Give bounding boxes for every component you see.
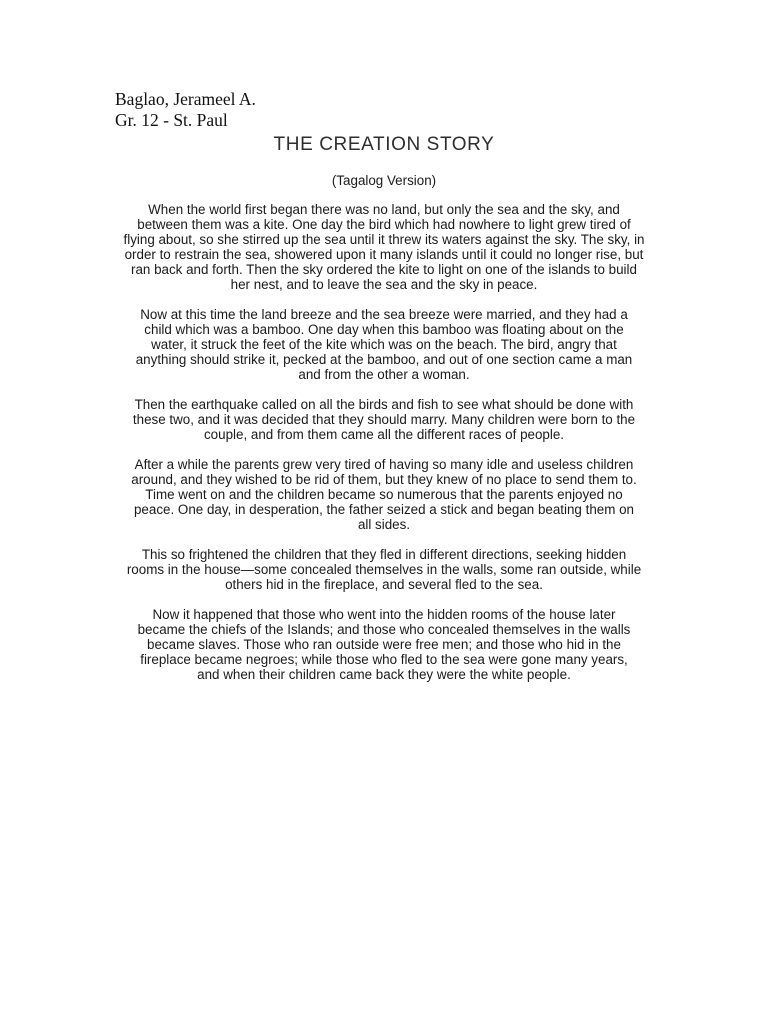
- document-title: THE CREATION STORY: [273, 134, 495, 155]
- paragraph-6: [0, 607, 768, 682]
- paragraph-line: When the world first began there was no land, but only the sea and the sky, and: [148, 202, 620, 217]
- paragraph-line: Now it happened that those who went into the hidden rooms of the house later: [152, 607, 616, 622]
- paragraph-line: and from the other a woman.: [298, 367, 470, 382]
- paragraph-line: her nest, and to leave the sea and the sky in peace.: [230, 277, 538, 292]
- paragraph-3: [0, 397, 768, 442]
- paragraph-line: between them was a kite. One day the bird which had nowhere to light grew tired of: [137, 217, 631, 232]
- paragraph-line: others hid in the fireplace, and several fled to the sea.: [225, 577, 543, 592]
- paragraph-line: peace. One day, in desperation, the father seized a stick and began beating them on: [133, 502, 634, 517]
- document-subtitle: (Tagalog Version): [331, 173, 437, 188]
- paragraph-line: water, it struck the feet of the kite which was on the beach. The bird, angry that: [151, 337, 617, 352]
- paragraph-1: [0, 202, 768, 292]
- paragraph-line: and when their children came back they were the white people.: [197, 667, 571, 682]
- paragraph-line: ran back and forth. Then the sky ordered the kite to light on one of the islands to build: [131, 262, 637, 277]
- paragraph-line: flying about, so she stirred up the sea until it threw its waters against the sky. The sky, in: [123, 232, 645, 247]
- paragraph-line: these two, and it was decided that they should marry. Many children were born to the: [132, 412, 636, 427]
- paragraph-line: child which was a bamboo. One day when this bamboo was floating about on the: [144, 322, 624, 337]
- paragraph-line: couple, and from them came all the different races of people.: [203, 427, 565, 442]
- paragraph-line: became slaves. Those who ran outside were free men; and those who hid in the: [147, 637, 621, 652]
- paragraph-line: around, and they wished to be rid of them, but they knew of no place to send them to.: [131, 472, 637, 487]
- paragraph-line: order to restrain the sea, showered upon it many islands until it could no longer rise, but: [124, 247, 644, 262]
- author-header: [115, 89, 256, 131]
- paragraph-line: all sides.: [357, 517, 411, 532]
- author-section: Gr. 12 - St. Paul: [115, 110, 228, 130]
- paragraph-line: anything should strike it, pecked at the bamboo, and out of one section came a man: [135, 352, 633, 367]
- author-name: Baglao, Jerameel A.: [115, 89, 256, 109]
- paragraph-line: fireplace became negroes; while those who fled to the sea were gone many years,: [140, 652, 628, 667]
- paragraph-line: became the chiefs of the Islands; and those who concealed themselves in the walls: [137, 622, 631, 637]
- paragraph-2: [0, 307, 768, 382]
- paragraph-line: Then the earthquake called on all the birds and fish to see what should be done with: [134, 397, 634, 412]
- paragraph-line: rooms in the house—some concealed themselves in the walls, some ran outside, while: [126, 562, 642, 577]
- story-body: [0, 202, 768, 697]
- paragraph-line: Time went on and the children became so numerous that the parents enjoyed no: [145, 487, 623, 502]
- paragraph-line: This so frightened the children that they fled in different directions, seeking hidden: [141, 547, 627, 562]
- paragraph-line: Now at this time the land breeze and the sea breeze were married, and they had a: [140, 307, 628, 322]
- paragraph-line: After a while the parents grew very tired of having so many idle and useless children: [134, 457, 634, 472]
- paragraph-4: [0, 457, 768, 532]
- paragraph-5: [0, 547, 768, 592]
